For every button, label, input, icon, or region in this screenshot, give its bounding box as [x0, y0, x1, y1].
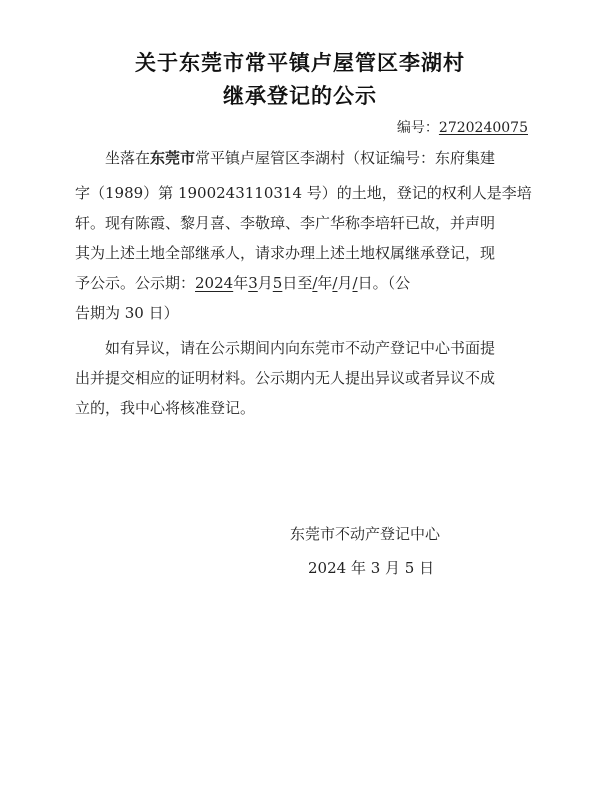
document-number-value: 2720240075	[438, 120, 528, 136]
paragraph-2-line-3: 立的，我中心将核准登记。	[75, 399, 256, 417]
end-month: /	[332, 274, 338, 292]
end-day: /	[352, 274, 358, 292]
year-char: 年	[317, 274, 333, 292]
paragraph-1-line-3: 轩。现有陈霞、黎月喜、李敬璋、李广华称李培轩已故，并声明	[75, 214, 496, 232]
p1-l1-text-c: 常平镇卢屋管区李湖村（权证编号：东府集建	[195, 149, 496, 167]
paragraph-1-line-2: 字（1989）第 1900243110314 号）的土地，登记的权利人是李培	[75, 184, 532, 202]
issuing-organization: 东莞市不动产登记中心	[290, 525, 441, 543]
month-char: 月	[257, 274, 273, 292]
p1-l1-text-a: 坐落在	[105, 149, 151, 167]
p1-l1-city: 东莞市	[150, 149, 196, 167]
notice-title-line-2: 继承登记的公示	[223, 83, 377, 108]
notice-title-line-1: 关于东莞市常平镇卢屋管区李湖村	[135, 50, 465, 75]
paragraph-2-line-1: 如有异议，请在公示期间内向东莞市不动产登记中心书面提	[105, 339, 496, 357]
month-char: 月	[337, 274, 353, 292]
start-month: 3	[248, 274, 258, 292]
start-year: 2024	[195, 274, 234, 292]
end-year: /	[312, 274, 318, 292]
paragraph-2-line-2: 出并提交相应的证明材料。公示期内无人提出异议或者异议不成	[75, 369, 496, 387]
publicity-period-label: 予公示。公示期：	[75, 274, 196, 292]
period-suffix: 日。（公	[357, 274, 411, 292]
paragraph-1-line-5	[75, 276, 410, 291]
paragraph-1-line-1	[105, 151, 495, 166]
paragraph-1-line-6: 告期为 30 日）	[75, 304, 179, 322]
issue-date: 2024 年 3 月 5 日	[308, 559, 435, 577]
start-day: 5	[272, 274, 283, 292]
day-to: 日至	[282, 274, 313, 292]
year-char: 年	[233, 274, 249, 292]
paragraph-1-line-4: 其为上述土地全部继承人，请求办理上述土地权属继承登记，现	[75, 244, 496, 262]
document-number	[397, 117, 528, 137]
document-number-label: 编号：	[396, 120, 439, 136]
